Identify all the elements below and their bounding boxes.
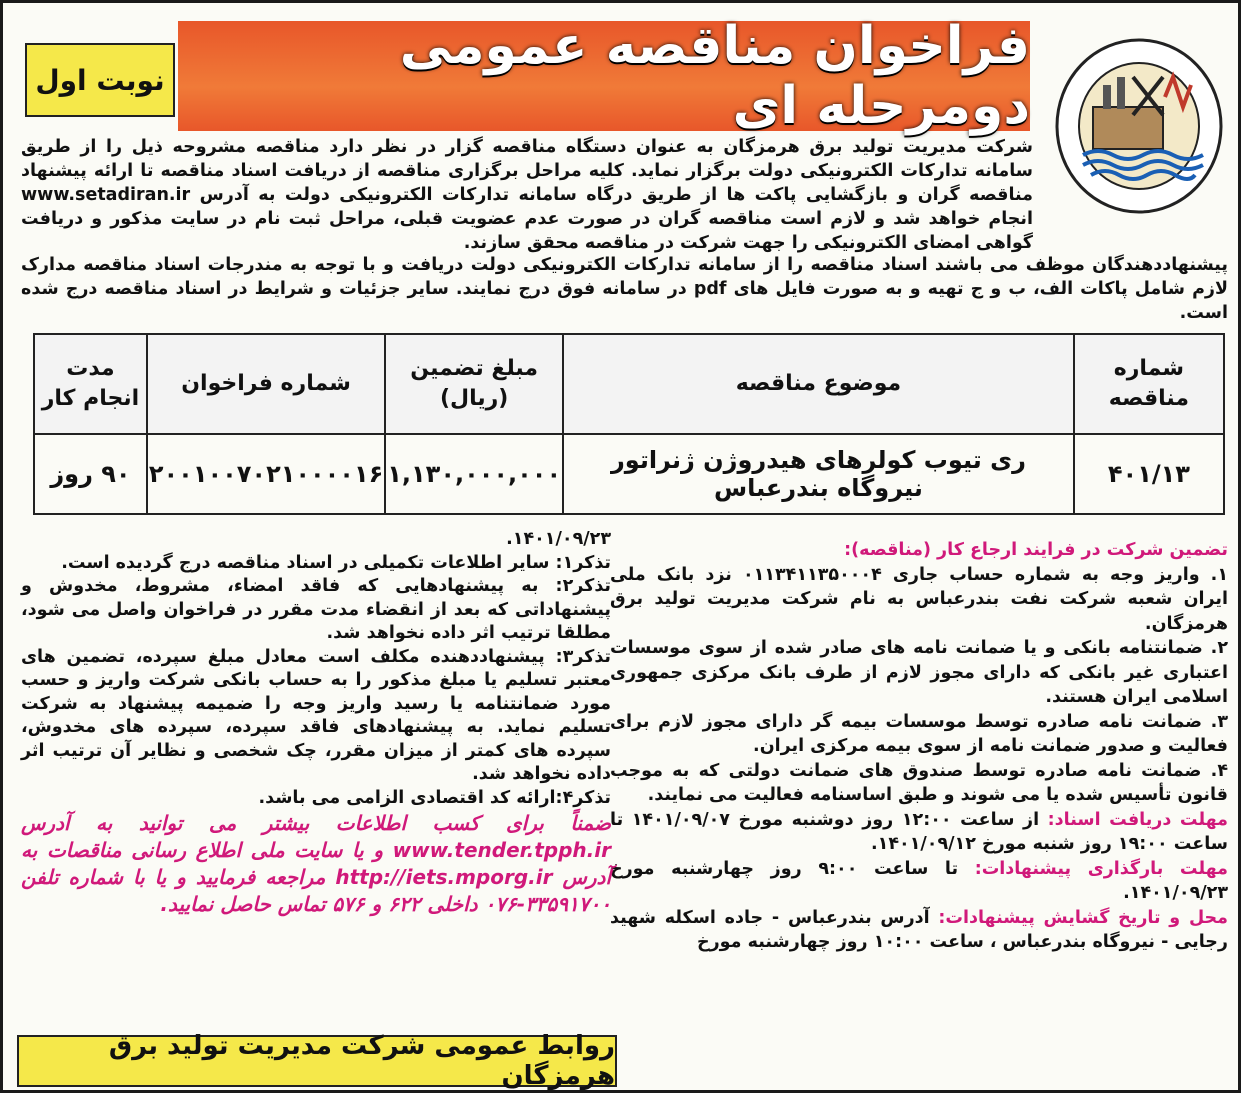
col-tender-number: شماره مناقصه [1074,334,1224,434]
cell-guarantee: ۱,۱۳۰,۰۰۰,۰۰۰ [385,434,563,514]
cell-duration: ۹۰ روز [34,434,147,514]
note-2: تذکر۲: به پیشنهادهایی که فاقد امضاء، مشروط، مخدوش و پیشنهاداتی که بعد از انقضاء مدت مقرر در فراخوان واصل می شود، مطلقا ترتیب اثر داده نخواهد شد. [21,576,611,643]
footer-text: روابط عمومی شرکت مدیریت تولید برق هرمزگان [108,1031,615,1091]
opening-label: محل و تاریخ گشایش پیشنهادات: [938,907,1229,928]
cell-tender-number: ۴۰۱/۱۳ [1074,434,1224,514]
page-title: فراخوان مناقصه عمومی دومرحله ای [399,16,1030,136]
intro-paragraph: شرکت مدیریت تولید برق هرمزگان به عنوان دستگاه مناقصه گزار در نظر دارد مناقصه مشروحه ذیل را از طریق سامانه تدارکات الکترونیکی دولت برگزار نماید. کلیه مراحل برگزاری مناقصه از دریافت اسناد مناقصه تا ارائه پیشنهاد مناقصه گران و بازگشایی پاکت ها از طریق درگاه سامانه تدارکات الکترونیکی دولت به آدرس www.setadiran.ir انجام خواهد شد و لازم است مناقصه گران در صورت عدم عضویت قبلی، مراحل ثبت نام در سایت مذکور و دریافت گواهی امضای الکترونیکی را جهت شرکت در مناقصه محقق سازند. [21,137,1033,253]
contact-info: ضمناً برای کسب اطلاعات بیشتر می توانید به آدرس www.tender.tpph.ir و یا سایت ملی اطلاع رسانی مناقصات به آدرس http://iets.mporg.ir مراجعه فرمایید و یا با شماره تلفن ۳۳۵۹۱۷۰۰-۰۷۶ داخلی ۶۲۲ و ۵۷۶ تماس حاصل نمایید. [21,811,611,916]
guarantee-column [610,538,1228,955]
doc-deadline-label: مهلت دریافت اسناد: [1047,809,1228,830]
col-subject: موضوع مناقصه [563,334,1074,434]
cell-subject: ری تیوب کولرهای هیدروژن ژنراتور نیروگاه بندرعباس [563,434,1074,514]
guarantee-item-4: ۴. ضمانت نامه صادره توسط صندوق های ضمانت دولتی که به موجب قانون تأسیس شده یا می شوند و طبق اساسنامه فعالیت می نمایند. [610,760,1228,805]
col-guarantee: مبلغ تضمین (ریال) [385,334,563,434]
doc-deadline-value: از ساعت ۱۲:۰۰ روز دوشنبه مورخ ۱۴۰۱/۰۹/۰۷ تا ساعت ۱۹:۰۰ روز شنبه مورخ ۱۴۰۱/۰۹/۱۲. [610,809,1228,854]
footer-banner [17,1031,617,1091]
col-call-number: شماره فراخوان [147,334,385,434]
cell-call-number: ۲۰۰۱۰۰۷۰۲۱۰۰۰۰۱۶ [147,434,385,514]
note-3: تذکر۳: پیشنهاددهنده مکلف است معادل مبلغ سپرده، تضمین های معتبر تسلیم یا مبلغ مذکور را به حساب بانکی شرکت واریز و حسب مورد ضمانتنامه یا رسید واریز وجه را ضمیمه پیشنهاد به شرکت تسلیم نماید. به پیشنهادهای فاقد سپرده، سپرده های مخدوش، سپرده های کمتر از میزان مقرر، چک شخصی و نظایر آن ترتیب اثر داده نخواهد شد. [21,646,611,784]
round-label: نوبت اول [35,63,165,97]
note-1: تذکر۱: سایر اطلاعات تکمیلی در اسناد مناقصه درج گردیده است. [61,552,611,573]
guarantee-item-2: ۲. ضمانتنامه بانکی و یا ضمانت نامه های صادر شده از سوی موسسات اعتباری غیر بانکی که دارای مجوز لازم از طرف بانک مرکزی جمهوری اسلامی ایران هستند. [610,638,1228,707]
col-duration: مدت انجام کار [34,334,147,434]
power-plant-logo-icon [1053,37,1225,215]
note-4: تذکر۴:ارائه کد اقتصادی الزامی می باشد. [258,787,611,808]
notes-column [21,528,611,918]
tender-table [33,333,1225,515]
opening-date: ۱۴۰۱/۰۹/۲۳. [506,529,611,549]
round-badge [25,43,175,117]
upload-deadline-value: تا ساعت ۹:۰۰ روز چهارشنبه مورخ ۱۴۰۱/۰۹/۲۳. [610,858,1228,903]
company-logo [1053,37,1225,215]
guarantee-item-3: ۳. ضمانت نامه صادره توسط موسسات بیمه گر دارای مجوز لازم برای فعالیت و صدور ضمانت نامه از سوی بیمه مرکزی ایران. [610,711,1228,756]
guarantee-item-1: ۱. واریز وجه به شماره حساب جاری ۰۱۱۳۴۱۱۳۵۰۰۰۴ نزد بانک ملی ایران شعبه شرکت نفت بندرعباس به نام شرکت مدیریت تولید برق هرمزگان. [610,564,1229,634]
doc-deadline [610,808,1228,857]
table-header-row [34,334,1224,434]
table-row [34,434,1224,514]
header-band [178,16,1030,136]
guarantee-heading: تضمین شرکت در فرایند ارجاع کار (مناقصه): [844,540,1228,560]
opening-info [610,906,1228,955]
upload-deadline-label: مهلت بارگذاری پیشنهادات: [974,858,1228,879]
bidder-instructions: پیشنهاددهندگان موظف می باشند اسناد مناقصه را از سامانه تدارکات الکترونیکی دولت دریافت و با توجه به مندرجات اسناد مناقصه مدارک لازم شامل پاکات الف، ب و ج تهیه و به صورت فایل های pdf در سامانه فوق درج نمایند. سایر جزئیات و شرایط در اسناد مناقصه درج شده است. [21,255,1228,323]
upload-deadline [610,857,1228,906]
opening-value: آدرس بندرعباس - جاده اسکله شهید رجایی - نیروگاه بندرعباس ، ساعت ۱۰:۰۰ روز چهارشنبه مورخ [610,907,1228,952]
